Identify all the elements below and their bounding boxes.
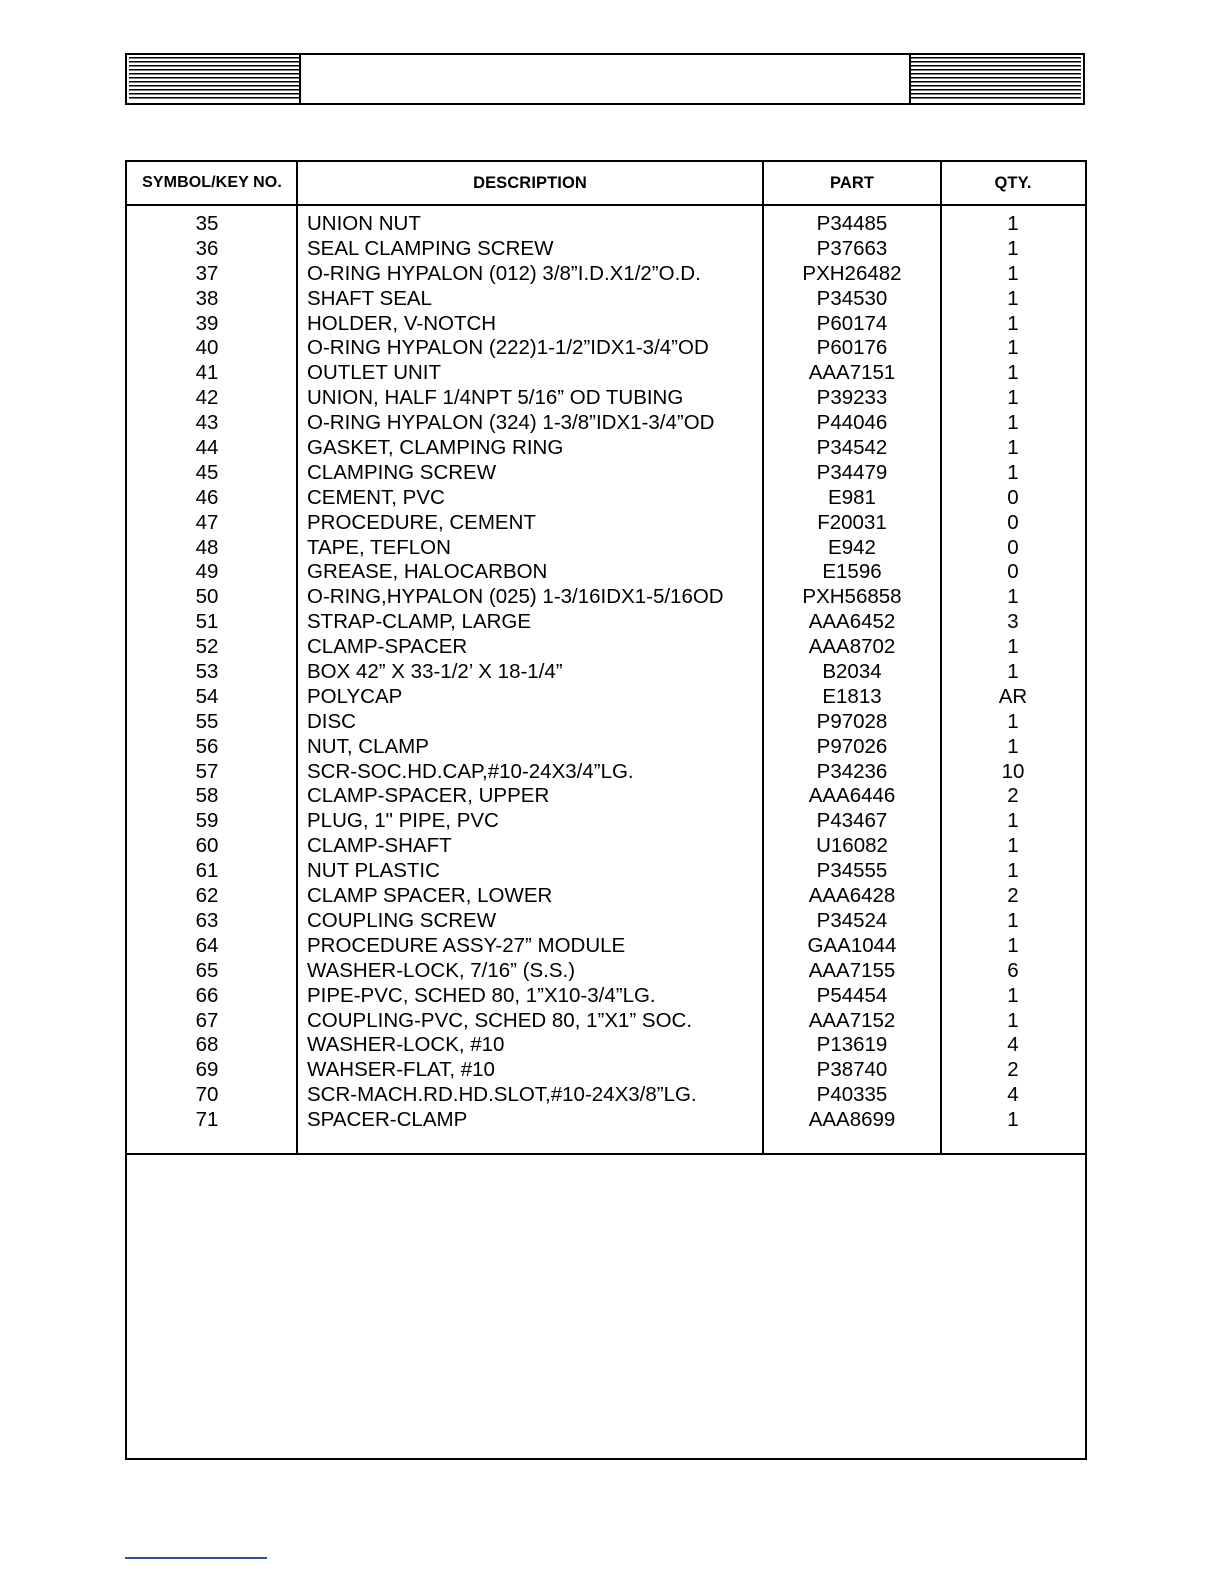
- description-cell: PLUG, 1" PIPE, PVC: [307, 809, 499, 833]
- header-band: [125, 53, 1085, 105]
- header-part: PART: [829, 174, 875, 192]
- table-row: [127, 287, 1085, 312]
- part-number-cell: P34542: [816, 436, 888, 460]
- part-number-cell: PXH56858: [802, 585, 902, 609]
- quantity-cell: 1: [1007, 336, 1019, 360]
- table-row: [127, 486, 1085, 511]
- table-row: [127, 536, 1085, 561]
- part-number-cell: AAA7155: [808, 958, 896, 982]
- part-number-cell: P43467: [816, 809, 888, 833]
- quantity-cell: 1: [1007, 460, 1019, 484]
- key-number-cell: 45: [195, 460, 219, 484]
- quantity-cell: 1: [1007, 635, 1019, 659]
- header-symbol-key: SYMBOL/KEY NO.: [142, 174, 282, 191]
- quantity-cell: 4: [1007, 1083, 1019, 1107]
- quantity-cell: 1: [1007, 311, 1019, 335]
- description-cell: O-RING HYPALON (222)1-1/2”IDX1-3/4”OD: [307, 336, 709, 360]
- description-cell: UNION, HALF 1/4NPT 5/16” OD TUBING: [307, 386, 684, 410]
- part-number-cell: U16082: [816, 834, 888, 858]
- description-cell: CLAMP-SPACER, UPPER: [307, 784, 550, 808]
- key-number-cell: 61: [195, 859, 219, 883]
- header-stripes-right: [911, 57, 1081, 101]
- key-number-cell: 35: [195, 212, 219, 235]
- description-cell: GREASE, HALOCARBON: [307, 560, 548, 584]
- description-cell: HOLDER, V-NOTCH: [307, 311, 497, 335]
- key-number-cell: 56: [195, 734, 219, 758]
- key-number-cell: 63: [195, 908, 219, 932]
- table-row: [127, 237, 1085, 262]
- description-cell: PROCEDURE ASSY-27” MODULE: [307, 933, 626, 957]
- key-number-cell: 47: [195, 510, 219, 534]
- quantity-cell: AR: [998, 684, 1028, 708]
- table-row: [127, 411, 1085, 436]
- part-number-cell: GAA1044: [807, 933, 897, 957]
- part-number-cell: P40335: [816, 1083, 888, 1107]
- table-row: [127, 760, 1085, 785]
- quantity-cell: 0: [1007, 485, 1019, 509]
- key-number-cell: 36: [195, 236, 219, 260]
- table-row: [127, 934, 1085, 959]
- key-number-cell: 52: [195, 635, 219, 659]
- key-number-cell: 50: [195, 585, 219, 609]
- table-row: [127, 884, 1085, 909]
- part-number-cell: P44046: [816, 411, 888, 435]
- table-row: [127, 1033, 1085, 1058]
- key-number-cell: 59: [195, 809, 219, 833]
- part-number-cell: PXH26482: [802, 261, 902, 285]
- quantity-cell: 2: [1007, 884, 1019, 908]
- part-number-cell: E942: [828, 535, 876, 559]
- header-stripes-left: [129, 57, 299, 101]
- key-number-cell: 65: [195, 958, 219, 982]
- part-number-cell: P34479: [816, 460, 888, 484]
- description-cell: CLAMPING SCREW: [307, 460, 497, 484]
- key-number-cell: 40: [195, 336, 219, 360]
- table-row: [127, 1009, 1085, 1034]
- table-bottom-rule: [127, 1153, 1085, 1155]
- table-row: [127, 959, 1085, 984]
- part-number-cell: B2034: [822, 660, 882, 684]
- key-number-cell: 41: [195, 361, 219, 385]
- table-row: [127, 262, 1085, 287]
- part-number-cell: P54454: [816, 983, 888, 1007]
- description-cell: CLAMP-SHAFT: [307, 834, 452, 858]
- table-row: [127, 212, 1085, 237]
- part-number-cell: F20031: [817, 510, 887, 534]
- table-row: [127, 660, 1085, 685]
- table-row: [127, 386, 1085, 411]
- key-number-cell: 51: [195, 610, 219, 634]
- table-row: [127, 336, 1085, 361]
- key-number-cell: 66: [195, 983, 219, 1007]
- quantity-cell: 1: [1007, 660, 1019, 684]
- description-cell: OUTLET UNIT: [307, 361, 442, 385]
- description-cell: SPACER-CLAMP: [307, 1108, 468, 1132]
- quantity-cell: 1: [1007, 436, 1019, 460]
- description-cell: NUT, CLAMP: [307, 734, 429, 758]
- header-qty: QTY.: [994, 174, 1032, 192]
- key-number-cell: 70: [195, 1083, 219, 1107]
- part-number-cell: P97026: [816, 734, 888, 758]
- key-number-cell: 43: [195, 411, 219, 435]
- description-cell: WAHSER-FLAT, #10: [307, 1058, 495, 1082]
- part-number-cell: AAA6428: [808, 884, 896, 908]
- quantity-cell: 1: [1007, 212, 1019, 235]
- table-row: [127, 784, 1085, 809]
- quantity-cell: 1: [1007, 361, 1019, 385]
- table-row: [127, 710, 1085, 735]
- table-row: [127, 859, 1085, 884]
- table-row: [127, 511, 1085, 536]
- quantity-cell: 2: [1007, 784, 1019, 808]
- quantity-cell: 1: [1007, 1008, 1019, 1032]
- key-number-cell: 42: [195, 386, 219, 410]
- description-cell: PIPE-PVC, SCHED 80, 1”X10-3/4”LG.: [307, 983, 656, 1007]
- quantity-cell: 3: [1007, 610, 1019, 634]
- part-number-cell: P34555: [816, 859, 888, 883]
- table-row: [127, 735, 1085, 760]
- part-number-cell: AAA6452: [808, 610, 896, 634]
- quantity-cell: 1: [1007, 734, 1019, 758]
- description-cell: NUT PLASTIC: [307, 859, 440, 883]
- header-divider-left: [299, 55, 301, 103]
- table-row: [127, 635, 1085, 660]
- key-number-cell: 71: [195, 1108, 219, 1132]
- quantity-cell: 1: [1007, 386, 1019, 410]
- quantity-cell: 0: [1007, 510, 1019, 534]
- description-cell: POLYCAP: [307, 684, 403, 708]
- description-cell: DISC: [307, 709, 356, 733]
- description-cell: TAPE, TEFLON: [307, 535, 451, 559]
- part-number-cell: E1596: [822, 560, 882, 584]
- description-cell: WASHER-LOCK, 7/16” (S.S.): [307, 958, 576, 982]
- part-number-cell: AAA7151: [808, 361, 896, 385]
- quantity-cell: 0: [1007, 560, 1019, 584]
- part-number-cell: P97028: [816, 709, 888, 733]
- quantity-cell: 2: [1007, 1058, 1019, 1082]
- key-number-cell: 46: [195, 485, 219, 509]
- description-cell: CLAMP-SPACER: [307, 635, 468, 659]
- description-cell: STRAP-CLAMP, LARGE: [307, 610, 532, 634]
- key-number-cell: 57: [195, 759, 219, 783]
- part-number-cell: P38740: [816, 1058, 888, 1082]
- part-number-cell: AAA6446: [808, 784, 896, 808]
- part-number-cell: P34236: [816, 759, 888, 783]
- quantity-cell: 10: [1001, 759, 1025, 783]
- quantity-cell: 1: [1007, 908, 1019, 932]
- parts-table: [125, 160, 1087, 1460]
- quantity-cell: 1: [1007, 859, 1019, 883]
- description-cell: SCR-MACH.RD.HD.SLOT,#10-24X3/8”LG.: [307, 1083, 697, 1107]
- quantity-cell: 1: [1007, 809, 1019, 833]
- table-body: [127, 212, 1085, 1133]
- table-row: [127, 560, 1085, 585]
- table-row: [127, 361, 1085, 386]
- key-number-cell: 53: [195, 660, 219, 684]
- table-row: [127, 461, 1085, 486]
- footer-rule: [125, 1557, 267, 1559]
- description-cell: SEAL CLAMPING SCREW: [307, 236, 554, 260]
- part-number-cell: P34485: [816, 212, 888, 235]
- table-row: [127, 312, 1085, 337]
- part-number-cell: AAA7152: [808, 1008, 896, 1032]
- key-number-cell: 67: [195, 1008, 219, 1032]
- key-number-cell: 38: [195, 286, 219, 310]
- part-number-cell: E981: [828, 485, 876, 509]
- key-number-cell: 60: [195, 834, 219, 858]
- key-number-cell: 54: [195, 684, 219, 708]
- table-row: [127, 809, 1085, 834]
- quantity-cell: 6: [1007, 958, 1019, 982]
- key-number-cell: 44: [195, 436, 219, 460]
- quantity-cell: 0: [1007, 535, 1019, 559]
- header-description: DESCRIPTION: [473, 174, 587, 192]
- table-row: [127, 585, 1085, 610]
- table-row: [127, 909, 1085, 934]
- description-cell: UNION NUT: [307, 212, 421, 235]
- description-cell: COUPLING SCREW: [307, 908, 497, 932]
- quantity-cell: 4: [1007, 1033, 1019, 1057]
- description-cell: CEMENT, PVC: [307, 485, 445, 509]
- quantity-cell: 1: [1007, 286, 1019, 310]
- part-number-cell: AAA8702: [808, 635, 896, 659]
- part-number-cell: P34524: [816, 908, 888, 932]
- key-number-cell: 37: [195, 261, 219, 285]
- key-number-cell: 68: [195, 1033, 219, 1057]
- quantity-cell: 1: [1007, 261, 1019, 285]
- description-cell: COUPLING-PVC, SCHED 80, 1”X1” SOC.: [307, 1008, 693, 1032]
- description-cell: PROCEDURE, CEMENT: [307, 510, 536, 534]
- table-row: [127, 436, 1085, 461]
- description-cell: O-RING,HYPALON (025) 1-3/16IDX1-5/16OD: [307, 585, 724, 609]
- description-cell: O-RING HYPALON (324) 1-3/8”IDX1-3/4”OD: [307, 411, 715, 435]
- table-row: [127, 610, 1085, 635]
- description-cell: SHAFT SEAL: [307, 286, 432, 310]
- description-cell: CLAMP SPACER, LOWER: [307, 884, 553, 908]
- quantity-cell: 1: [1007, 585, 1019, 609]
- key-number-cell: 48: [195, 535, 219, 559]
- key-number-cell: 49: [195, 560, 219, 584]
- quantity-cell: 1: [1007, 411, 1019, 435]
- table-row: [127, 1083, 1085, 1108]
- part-number-cell: P60174: [816, 311, 888, 335]
- description-cell: O-RING HYPALON (012) 3/8”I.D.X1/2”O.D.: [307, 261, 701, 285]
- part-number-cell: P60176: [816, 336, 888, 360]
- part-number-cell: P37663: [816, 236, 888, 260]
- quantity-cell: 1: [1007, 709, 1019, 733]
- quantity-cell: 1: [1007, 834, 1019, 858]
- description-cell: SCR-SOC.HD.CAP,#10-24X3/4”LG.: [307, 759, 634, 783]
- key-number-cell: 62: [195, 884, 219, 908]
- quantity-cell: 1: [1007, 236, 1019, 260]
- quantity-cell: 1: [1007, 1108, 1019, 1132]
- description-cell: WASHER-LOCK, #10: [307, 1033, 505, 1057]
- key-number-cell: 55: [195, 709, 219, 733]
- key-number-cell: 58: [195, 784, 219, 808]
- key-number-cell: 64: [195, 933, 219, 957]
- part-number-cell: AAA8699: [808, 1108, 896, 1132]
- description-cell: BOX 42” X 33-1/2’ X 18-1/4”: [307, 660, 563, 684]
- key-number-cell: 69: [195, 1058, 219, 1082]
- quantity-cell: 1: [1007, 983, 1019, 1007]
- table-row: [127, 1108, 1085, 1133]
- table-row: [127, 984, 1085, 1009]
- table-row: [127, 1058, 1085, 1083]
- table-row: [127, 685, 1085, 710]
- description-cell: GASKET, CLAMPING RING: [307, 436, 564, 460]
- part-number-cell: E1813: [822, 684, 882, 708]
- quantity-cell: 1: [1007, 933, 1019, 957]
- table-row: [127, 834, 1085, 859]
- part-number-cell: P13619: [816, 1033, 888, 1057]
- key-number-cell: 39: [195, 311, 219, 335]
- part-number-cell: P34530: [816, 286, 888, 310]
- part-number-cell: P39233: [816, 386, 888, 410]
